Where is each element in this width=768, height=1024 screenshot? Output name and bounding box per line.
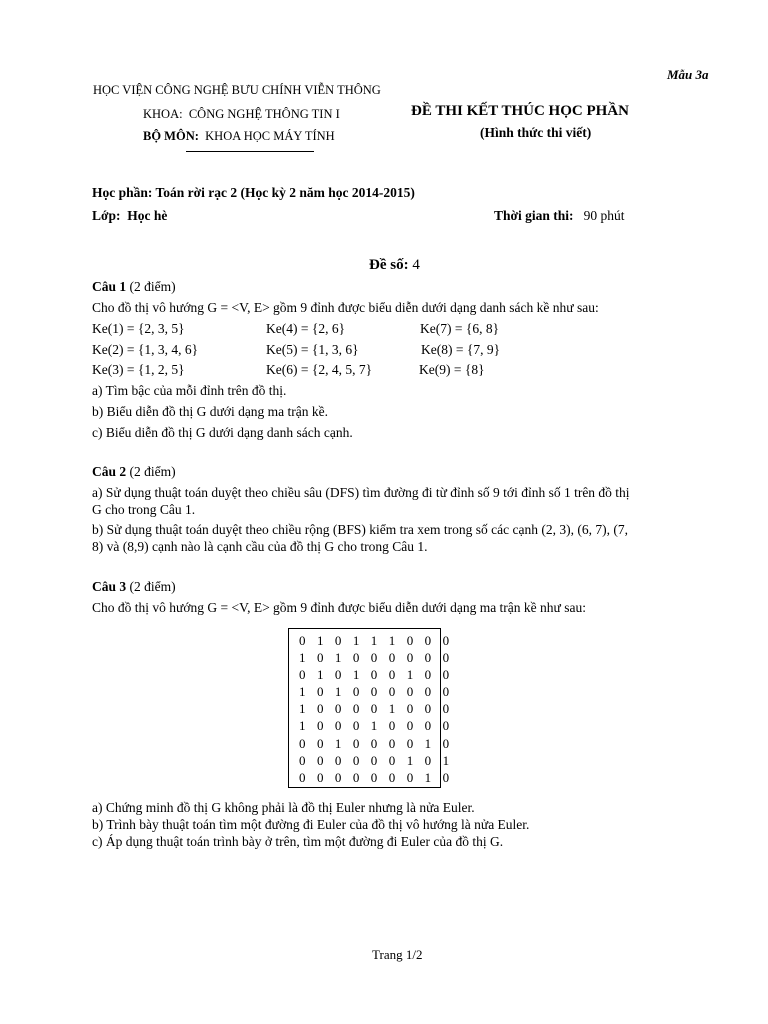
matrix-row: 1 0 0 0 0 1 0 0 0 <box>299 701 454 717</box>
adj-6: Ke(6) = {2, 4, 5, 7} <box>266 362 373 377</box>
exam-title: ĐỀ THI KẾT THÚC HỌC PHẦN <box>411 103 629 119</box>
q2-heading <box>92 463 176 481</box>
dept-line <box>143 129 335 144</box>
class-value: Học hè <box>127 208 168 223</box>
q3-heading <box>92 578 176 596</box>
dept-name: KHOA HỌC MÁY TÍNH <box>205 129 335 143</box>
exam-number <box>369 257 420 274</box>
class-line <box>92 208 167 224</box>
q3-points: (2 điểm) <box>129 579 176 594</box>
exam-number-value: 4 <box>412 257 420 273</box>
faculty-name: CÔNG NGHỆ THÔNG TIN I <box>188 107 340 121</box>
adj-3: Ke(3) = {1, 2, 5} <box>92 362 185 377</box>
matrix-row: 0 0 0 0 0 0 1 0 1 <box>299 752 454 768</box>
adj-4: Ke(4) = {2, 6} <box>266 321 346 336</box>
institute-name: HỌC VIỆN CÔNG NGHỆ BƯU CHÍNH VIỄN THÔNG <box>93 83 381 97</box>
q1-part-a: a) Tìm bậc của mỗi đỉnh trên đồ thị. <box>92 383 287 398</box>
q1-intro: Cho đồ thị vô hướng G = <V, E> gồm 9 đỉnh được biểu diễn dưới dạng danh sách kề như sau: <box>92 300 599 315</box>
q2-part-b-line1: b) Sử dụng thuật toán duyệt theo chiều rộng (BFS) kiểm tra xem trong số các cạnh (2, 3), (6, 7), (7, <box>92 522 628 537</box>
q3-part-b: b) Trình bày thuật toán tìm một đường đi Euler của đồ thị vô hướng là nửa Euler. <box>92 817 530 832</box>
q2-points: (2 điểm) <box>129 464 176 479</box>
adj-9: Ke(9) = {8} <box>419 362 485 377</box>
form-code: Mẫu 3a <box>667 67 709 82</box>
q3-intro: Cho đồ thị vô hướng G = <V, E> gồm 9 đỉnh được biểu diễn dưới dạng ma trận kề như sau: <box>92 600 586 615</box>
q3-part-a: a) Chứng minh đồ thị G không phải là đồ thị Euler nhưng là nửa Euler. <box>92 800 475 815</box>
matrix-row: 0 1 0 1 0 0 1 0 0 <box>299 667 454 683</box>
adjacency-matrix <box>288 628 454 788</box>
time-label: Thời gian thi: <box>494 208 574 223</box>
adj-7: Ke(7) = {6, 8} <box>420 321 500 336</box>
adj-1: Ke(1) = {2, 3, 5} <box>92 321 185 336</box>
q1-title: Câu 1 <box>92 279 127 294</box>
q2-title: Câu 2 <box>92 464 127 479</box>
matrix-row: 1 0 0 0 1 0 0 0 0 <box>299 718 454 734</box>
course-line: Học phần: Toán rời rạc 2 (Học kỳ 2 năm học 2014-2015) <box>92 185 415 200</box>
faculty-label: KHOA: <box>143 107 183 121</box>
q2-part-b-line2: 8) và (8,9) cạnh nào là cạnh cầu của đồ thị G cho trong Câu 1. <box>92 539 428 554</box>
q1-part-b: b) Biểu diễn đồ thị G dưới dạng ma trận kề. <box>92 404 329 419</box>
faculty-line <box>143 107 340 122</box>
class-label: Lớp: <box>92 208 121 223</box>
time-value: 90 phút <box>583 208 625 223</box>
matrix-row: 1 0 1 0 0 0 0 0 0 <box>299 650 454 666</box>
exam-number-label: Đề số: <box>369 257 409 273</box>
page-number: Trang 1/2 <box>372 947 423 962</box>
dept-label: BỘ MÔN: <box>143 129 199 143</box>
q1-heading <box>92 278 176 296</box>
exam-form: (Hình thức thi viết) <box>480 125 592 140</box>
adj-5: Ke(5) = {1, 3, 6} <box>266 342 359 357</box>
matrix-row: 0 0 1 0 0 0 0 1 0 <box>299 735 454 751</box>
time-line <box>494 208 625 224</box>
q2-part-a-line2: G cho trong Câu 1. <box>92 502 196 517</box>
adj-2: Ke(2) = {1, 3, 4, 6} <box>92 342 199 357</box>
matrix-row: 1 0 1 0 0 0 0 0 0 <box>299 684 454 700</box>
q2-part-a-line1: a) Sử dụng thuật toán duyệt theo chiều sâu (DFS) tìm đường đi từ đỉnh số 9 tới đỉnh số 1 trên đồ thị <box>92 485 630 500</box>
matrix-row: 0 1 0 1 1 1 0 0 0 <box>299 633 454 648</box>
header-divider <box>186 151 314 152</box>
q3-part-c: c) Áp dụng thuật toán trình bày ở trên, tìm một đường đi Euler của đồ thị G. <box>92 834 504 849</box>
q1-points: (2 điểm) <box>129 279 176 294</box>
adj-8: Ke(8) = {7, 9} <box>421 342 501 357</box>
q1-part-c: c) Biểu diễn đồ thị G dưới dạng danh sách cạnh. <box>92 425 353 440</box>
matrix-row: 0 0 0 0 0 0 0 1 0 <box>299 769 454 785</box>
q3-title: Câu 3 <box>92 579 127 594</box>
